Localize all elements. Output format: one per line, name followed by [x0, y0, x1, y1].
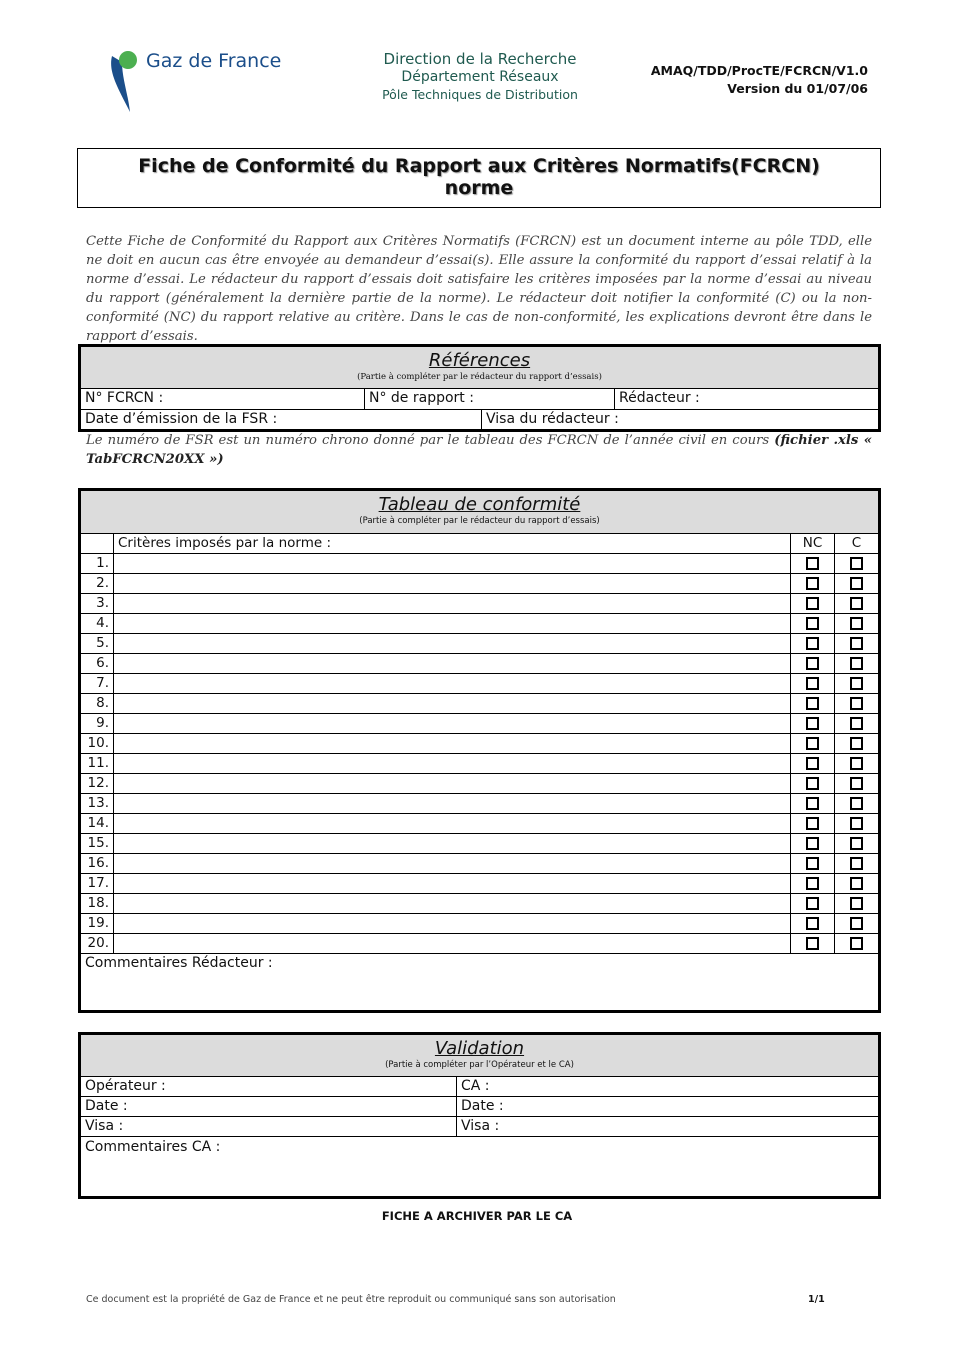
nc-checkbox[interactable]	[806, 577, 819, 590]
c-column-header: C	[834, 534, 878, 553]
row-number: 10.	[81, 734, 114, 753]
c-checkbox[interactable]	[850, 897, 863, 910]
date-fsr-field[interactable]: Date d’émission de la FSR :	[85, 411, 278, 427]
criteria-cell[interactable]	[114, 934, 790, 953]
nc-cell	[790, 554, 834, 573]
nc-checkbox[interactable]	[806, 837, 819, 850]
nc-checkbox[interactable]	[806, 877, 819, 890]
row-number: 16.	[81, 854, 114, 873]
references-row-1	[81, 389, 878, 410]
c-checkbox[interactable]	[850, 677, 863, 690]
criteria-cell[interactable]	[114, 914, 790, 933]
conformity-row	[81, 834, 878, 854]
c-cell	[834, 634, 878, 653]
conformity-row	[81, 774, 878, 794]
row-number: 18.	[81, 894, 114, 913]
dept-line-1: Direction de la Recherche	[383, 50, 577, 68]
conformity-row	[81, 934, 878, 954]
c-cell	[834, 794, 878, 813]
nc-cell	[790, 574, 834, 593]
nc-cell	[790, 874, 834, 893]
comments-ca[interactable]: Commentaires CA :	[85, 1139, 221, 1155]
conformity-row	[81, 654, 878, 674]
c-checkbox[interactable]	[850, 637, 863, 650]
row-number: 6.	[81, 654, 114, 673]
nc-cell	[790, 634, 834, 653]
nc-checkbox[interactable]	[806, 857, 819, 870]
conformity-title: Tableau de conformité	[378, 494, 581, 515]
c-cell	[834, 574, 878, 593]
nc-checkbox[interactable]	[806, 897, 819, 910]
conformity-row	[81, 594, 878, 614]
nc-checkbox[interactable]	[806, 917, 819, 930]
criteria-cell[interactable]	[114, 674, 790, 693]
c-checkbox[interactable]	[850, 777, 863, 790]
ca-field[interactable]: CA :	[456, 1077, 878, 1096]
row-number: 14.	[81, 814, 114, 833]
comments-redacteur[interactable]: Commentaires Rédacteur :	[85, 955, 273, 971]
row-number: 17.	[81, 874, 114, 893]
c-cell	[834, 934, 878, 953]
conformity-row	[81, 894, 878, 914]
intro-paragraph: Cette Fiche de Conformité du Rapport aux Critères Normatifs (FCRCN) est un document interne au pôle TDD, elle ne doit en aucun cas être envoyée au demandeur d’essai(s). Elle assure la conformité du rapport d’essai relatif à la norme d’essai. Le rédacteur du rapport d’essais doit satisfaire les critères imposées par la norme d’essai au niveau du rapport (généralement la dernière partie de la norme). Le rédacteur doit notifier la conformité (C) ou la non-conformité (NC) du rapport relative au critère. Dans le cas de non-conformité, les explications devront être dans le rapport d’essais.	[86, 234, 872, 344]
conformity-row	[81, 794, 878, 814]
c-cell	[834, 614, 878, 633]
criteria-cell[interactable]	[114, 714, 790, 733]
nc-checkbox[interactable]	[806, 777, 819, 790]
criteria-column-header: Critères imposés par la norme :	[118, 535, 332, 551]
nc-checkbox[interactable]	[806, 657, 819, 670]
nc-cell	[790, 734, 834, 753]
c-checkbox[interactable]	[850, 717, 863, 730]
row-number: 12.	[81, 774, 114, 793]
department-block	[360, 50, 600, 104]
row-number: 20.	[81, 934, 114, 953]
nc-cell	[790, 854, 834, 873]
copyright-notice: Ce document est la propriété de Gaz de France et ne peut être reproduit ou communiqué sans son autorisation	[86, 1294, 616, 1305]
dept-line-3: Pôle Techniques de Distribution	[382, 87, 578, 102]
row-number: 19.	[81, 914, 114, 933]
criteria-cell[interactable]	[114, 754, 790, 773]
nc-checkbox[interactable]	[806, 737, 819, 750]
c-cell	[834, 894, 878, 913]
c-cell	[834, 694, 878, 713]
nc-cell	[790, 934, 834, 953]
criteria-cell[interactable]	[114, 834, 790, 853]
validation-row-operateur	[81, 1077, 878, 1097]
references-title: Références	[428, 350, 531, 371]
conformity-row	[81, 694, 878, 714]
criteria-cell[interactable]	[114, 634, 790, 653]
criteria-cell[interactable]	[114, 814, 790, 833]
conformity-row	[81, 634, 878, 654]
criteria-cell[interactable]	[114, 554, 790, 573]
date-operateur-field[interactable]: Date :	[85, 1098, 128, 1114]
nc-cell	[790, 594, 834, 613]
c-cell	[834, 914, 878, 933]
doc-version: Version du 01/07/06	[727, 81, 868, 96]
c-cell	[834, 754, 878, 773]
doc-code: AMAQ/TDD/ProcTE/FCRCN/V1.0	[650, 63, 868, 78]
conformity-row	[81, 714, 878, 734]
fsr-note-file: (fichier .xls « TabFCRCN20XX »)	[86, 433, 873, 467]
nc-cell	[790, 774, 834, 793]
c-checkbox[interactable]	[850, 937, 863, 950]
nc-cell	[790, 674, 834, 693]
nc-cell	[790, 794, 834, 813]
row-number: 9.	[81, 714, 114, 733]
conformity-section	[78, 488, 881, 1013]
conformity-row	[81, 574, 878, 594]
c-checkbox[interactable]	[850, 737, 863, 750]
dept-line-2: Département Réseaux	[401, 69, 559, 85]
criteria-cell[interactable]	[114, 694, 790, 713]
validation-section	[78, 1032, 881, 1199]
document-reference	[651, 62, 868, 98]
date-ca-field[interactable]: Date :	[456, 1097, 878, 1116]
page-number: 1/1	[808, 1294, 825, 1305]
c-checkbox[interactable]	[850, 577, 863, 590]
validation-row-visa	[81, 1117, 878, 1137]
conformity-row	[81, 754, 878, 774]
c-cell	[834, 874, 878, 893]
c-checkbox[interactable]	[850, 877, 863, 890]
fcrcn-field[interactable]: N° FCRCN :	[85, 390, 164, 406]
c-cell	[834, 554, 878, 573]
c-cell	[834, 714, 878, 733]
row-number: 8.	[81, 694, 114, 713]
nc-checkbox[interactable]	[806, 677, 819, 690]
number-column-header	[81, 534, 114, 553]
criteria-cell[interactable]	[114, 894, 790, 913]
validation-header	[81, 1035, 878, 1077]
row-number: 2.	[81, 574, 114, 593]
conformity-row	[81, 554, 878, 574]
archive-note: FICHE A ARCHIVER PAR LE CA	[381, 1209, 573, 1223]
row-number: 7.	[81, 674, 114, 693]
conformity-row	[81, 674, 878, 694]
references-subtitle: (Partie à compléter par le rédacteur du rapport d’essais)	[357, 372, 602, 382]
conformity-column-headers	[81, 534, 878, 554]
nc-cell	[790, 814, 834, 833]
c-checkbox[interactable]	[850, 617, 863, 630]
rapport-field[interactable]: N° de rapport :	[364, 389, 614, 409]
row-number: 5.	[81, 634, 114, 653]
validation-subtitle: (Partie à compléter par l’Opérateur et le CA)	[385, 1060, 574, 1070]
c-checkbox[interactable]	[850, 857, 863, 870]
nc-cell	[790, 894, 834, 913]
nc-cell	[790, 694, 834, 713]
c-checkbox[interactable]	[850, 817, 863, 830]
references-row-2	[81, 410, 878, 429]
c-checkbox[interactable]	[850, 597, 863, 610]
c-cell	[834, 834, 878, 853]
nc-checkbox[interactable]	[806, 557, 819, 570]
operateur-field[interactable]: Opérateur :	[85, 1078, 166, 1094]
criteria-cell[interactable]	[114, 574, 790, 593]
nc-cell	[790, 654, 834, 673]
criteria-cell[interactable]	[114, 594, 790, 613]
conformity-row	[81, 874, 878, 894]
conformity-row	[81, 734, 878, 754]
nc-checkbox[interactable]	[806, 697, 819, 710]
nc-cell	[790, 614, 834, 633]
fsr-note-text: Le numéro de FSR est un numéro chrono donné par le tableau des FCRCN de l’année civil en cours	[86, 433, 775, 448]
c-checkbox[interactable]	[850, 797, 863, 810]
c-checkbox[interactable]	[850, 657, 863, 670]
row-number: 15.	[81, 834, 114, 853]
nc-checkbox[interactable]	[806, 637, 819, 650]
nc-checkbox[interactable]	[806, 717, 819, 730]
row-number: 11.	[81, 754, 114, 773]
criteria-cell[interactable]	[114, 654, 790, 673]
c-checkbox[interactable]	[850, 917, 863, 930]
nc-checkbox[interactable]	[806, 937, 819, 950]
c-cell	[834, 814, 878, 833]
nc-checkbox[interactable]	[806, 817, 819, 830]
criteria-cell[interactable]	[114, 614, 790, 633]
title-box	[77, 148, 881, 208]
criteria-cell[interactable]	[114, 734, 790, 753]
references-section	[78, 344, 881, 432]
conformity-subtitle: (Partie à compléter par le rédacteur du rapport d’essais)	[359, 516, 600, 526]
nc-checkbox[interactable]	[806, 617, 819, 630]
visa-ca-field[interactable]: Visa :	[456, 1117, 878, 1136]
criteria-cell[interactable]	[114, 794, 790, 813]
c-cell	[834, 854, 878, 873]
visa-redacteur-field[interactable]: Visa du rédacteur :	[481, 410, 878, 429]
conformity-row	[81, 914, 878, 934]
row-number: 1.	[81, 554, 114, 573]
conformity-row	[81, 814, 878, 834]
brand-name: Gaz de France	[146, 50, 282, 72]
conformity-row	[81, 854, 878, 874]
nc-checkbox[interactable]	[806, 597, 819, 610]
conformity-row	[81, 614, 878, 634]
criteria-cell[interactable]	[114, 854, 790, 873]
c-cell	[834, 734, 878, 753]
title-line-2: norme	[444, 177, 514, 199]
c-checkbox[interactable]	[850, 697, 863, 710]
fsr-note	[86, 431, 872, 469]
nc-cell	[790, 914, 834, 933]
nc-cell	[790, 714, 834, 733]
c-checkbox[interactable]	[850, 557, 863, 570]
validation-title: Validation	[434, 1038, 525, 1059]
criteria-cell[interactable]	[114, 774, 790, 793]
row-number: 3.	[81, 594, 114, 613]
c-cell	[834, 654, 878, 673]
validation-row-date	[81, 1097, 878, 1117]
row-number: 4.	[81, 614, 114, 633]
visa-operateur-field[interactable]: Visa :	[85, 1118, 124, 1134]
c-cell	[834, 674, 878, 693]
c-checkbox[interactable]	[850, 757, 863, 770]
nc-checkbox[interactable]	[806, 757, 819, 770]
nc-cell	[790, 834, 834, 853]
references-header	[81, 347, 878, 389]
c-cell	[834, 594, 878, 613]
criteria-cell[interactable]	[114, 874, 790, 893]
c-cell	[834, 774, 878, 793]
nc-column-header: NC	[790, 534, 834, 553]
c-checkbox[interactable]	[850, 837, 863, 850]
title-line-1: Fiche de Conformité du Rapport aux Critères Normatifs(FCRCN)	[138, 155, 820, 177]
nc-checkbox[interactable]	[806, 797, 819, 810]
nc-cell	[790, 754, 834, 773]
conformity-header	[81, 491, 878, 534]
redacteur-field[interactable]: Rédacteur :	[614, 389, 878, 409]
row-number: 13.	[81, 794, 114, 813]
